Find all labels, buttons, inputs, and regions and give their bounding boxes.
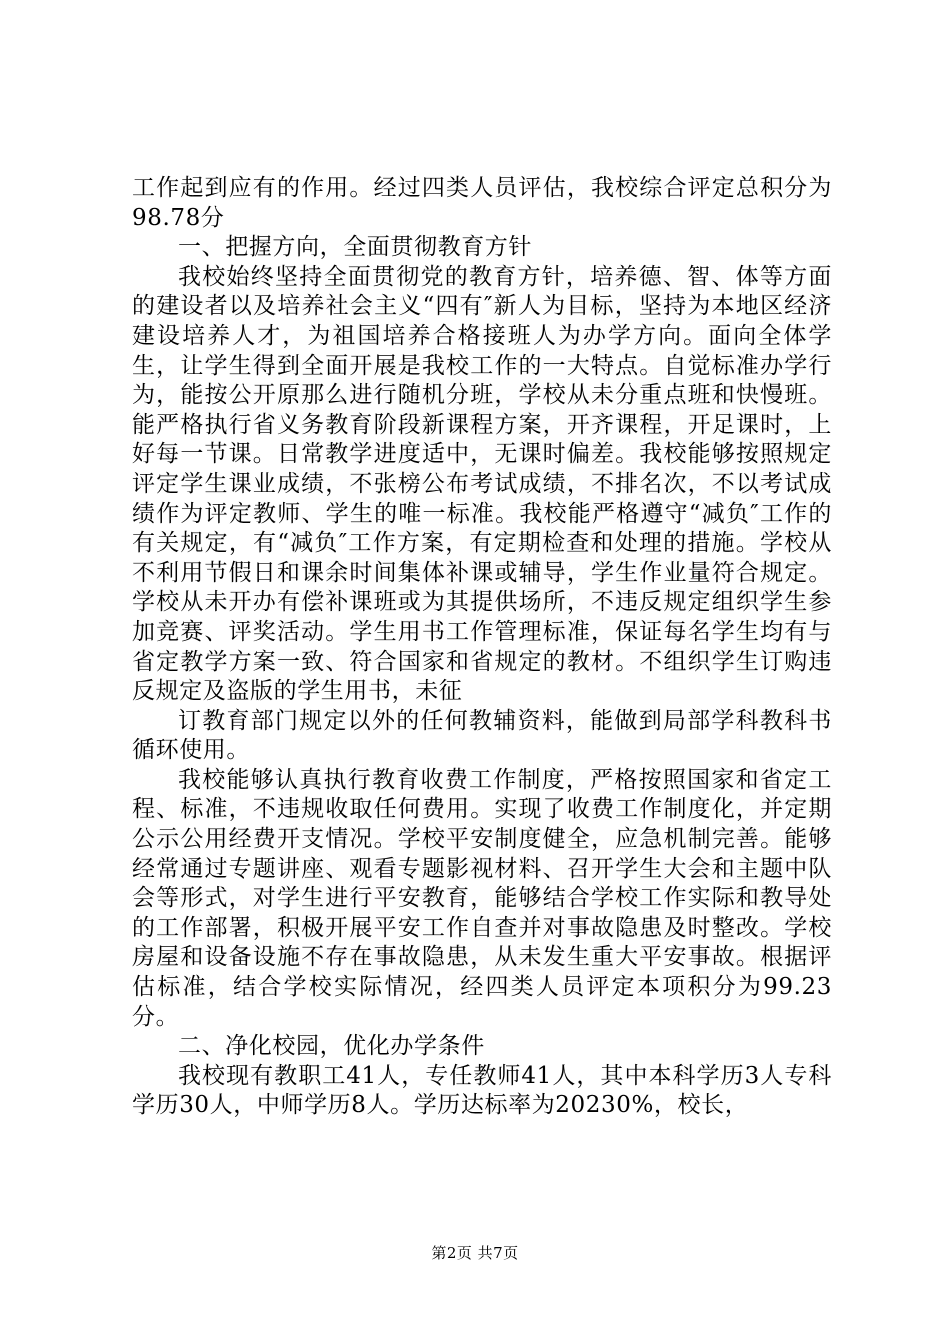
- paragraph-1: 工作起到应有的作用。经过四类人员评估，我校综合评定总积分为98.78分: [132, 175, 832, 231]
- paragraph-2: 我校始终坚持全面贯彻党的教育方针，培养德、智、体等方面的建设者以及培养社会主义“四有″新人为目标，坚持为本地区经济建设培养人才，为祖国培养合格接班人为办学方向。面向全体学生，让学生得到全面开展是我校工作的一大特点。自觉标准办学行为，能按公开原那么进行随机分班，学校从未分重点班和快慢班。能严格执行省义务教育阶段新课程方案，开齐课程，开足课时，上好每一节课。日常教学进度适中，无课时偏差。我校能够按照规定评定学生课业成绩，不张榜公布考试成绩，不排名次，不以考试成绩作为评定教师、学生的唯一标准。我校能严格遵守“减负″工作的有关规定，有“减负″工作方案，有定期检查和处理的措施。学校从不利用节假日和课余时间集体补课或辅导，学生作业量符合规定。学校从未开办有偿补课班或为其提供场所，不违反规定组织学生参加竞赛、评奖活动。学生用书工作管理标准，保证每名学生均有与省定教学方案一致、符合国家和省规定的教材。不组织学生订购违反规定及盗版的学生用书，未征: [132, 263, 832, 705]
- paragraph-4: 我校能够认真执行教育收费工作制度，严格按照国家和省定工程、标准，不违规收取任何费用。实现了收费工作制度化，并定期公示公用经费开支情况。学校平安制度健全，应急机制完善。能够经常通过专题讲座、观看专题影视材料、召开学生大会和主题中队会等形式，对学生进行平安教育，能够结合学校工作实际和教导处的工作部署，积极开展平安工作自查并对事故隐患及时整改。学校房屋和设备设施不存在事故隐患，从未发生重大平安事故。根据评估标准，结合学校实际情况，经四类人员评定本项积分为99.23分。: [132, 766, 832, 1030]
- page-number-footer: 第2页 共7页: [431, 1244, 519, 1262]
- section-heading-1: 一、把握方向，全面贯彻教育方针: [178, 234, 532, 261]
- paragraph-3: 订教育部门规定以外的任何教辅资料，能做到局部学科教科书循环使用。: [132, 707, 832, 764]
- paragraph-5: 我校现有教职工41人，专任教师41人，其中本科学历3人专科学历30人，中师学历8人。学历达标率为20230%，校长，: [132, 1062, 832, 1119]
- section-heading-2: 二、净化校园，优化办学条件: [178, 1033, 485, 1060]
- body-text: [132, 174, 832, 1121]
